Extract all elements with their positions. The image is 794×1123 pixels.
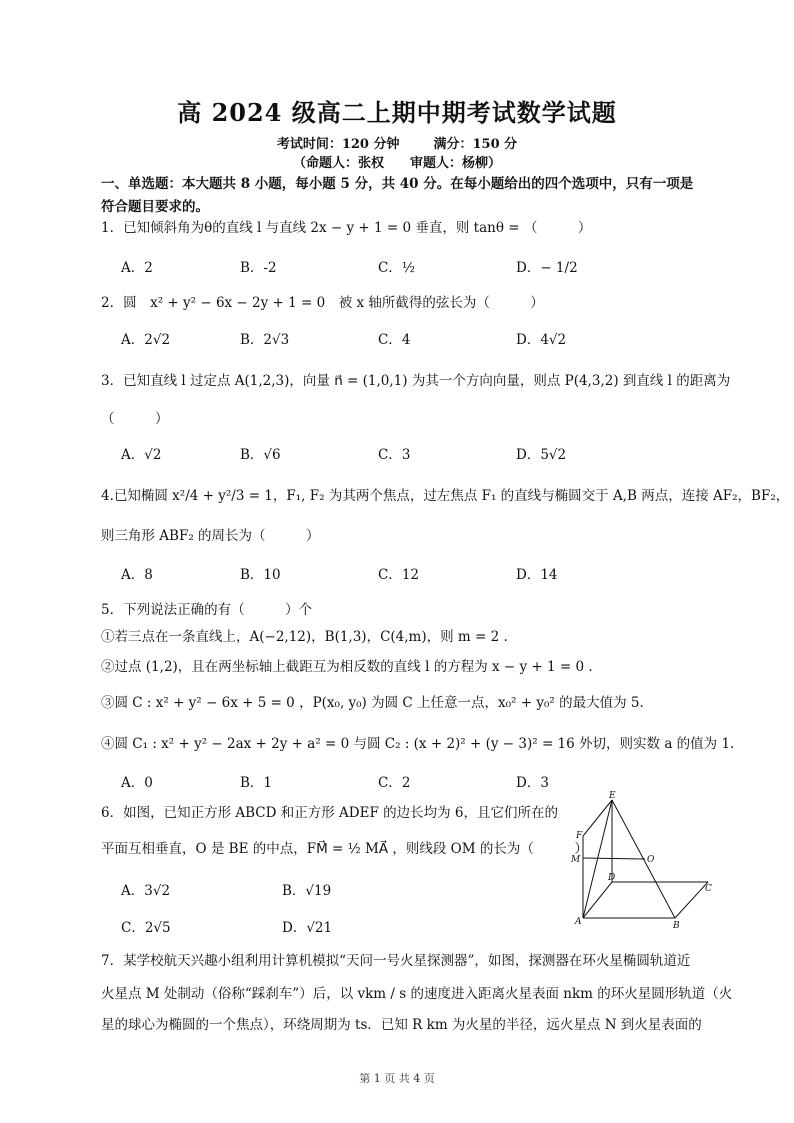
q5-option-a: A．0 (121, 775, 153, 791)
q7-stem-line2: 火星点 M 处制动（俗称“踩刹车”）后，以 vkm / s 的速度进入距离火星表面 nkm 的环火星圆形轨道（火 (101, 986, 733, 1002)
exam-info (0, 133, 794, 152)
q5-option-d: D．3 (516, 775, 549, 791)
exam-authors: （命题人：张权 审题人：杨柳） (292, 156, 501, 171)
label-b: B (673, 921, 680, 930)
q2-option-c: C．4 (378, 332, 411, 348)
q7-stem-line3: 星的球心为椭圆的一个焦点），环绕周期为 ts．已知 R km 为火星的半径，远火星点 N 到火星表面的 (101, 1017, 702, 1033)
label-o: O (647, 855, 655, 865)
segment-mo (583, 858, 645, 859)
q4-stem-line2: 则三角形 ABF₂ 的周长为（ ） (101, 528, 320, 544)
exam-time: 考试时间：120 分钟 (276, 137, 400, 152)
q3-option-d: D．5√2 (516, 447, 567, 463)
label-a: A (575, 917, 582, 927)
q3-stem-line2: （ ） (101, 411, 169, 427)
q3-option-a: A．√2 (121, 447, 162, 463)
section-heading: 一、单选题：本大题共 8 小题，每小题 5 分，共 40 分。在每小题给出的四个选项中，只有一项是符合题目要求的。 (101, 176, 694, 215)
label-e: E (609, 791, 616, 801)
q2-option-b: B．2√3 (240, 332, 290, 348)
q3-stem-line1: 3．已知直线 l 过定点 A(1,2,3)，向量 n⃗ = (1,0,1) 为其一个方向向量，则点 P(4,3,2) 到直线 l 的距离为 (101, 373, 731, 389)
q2-option-a: A．2√2 (121, 332, 171, 348)
q5-stem: 5．下列说法正确的有（ ）个 (101, 602, 313, 618)
q4-stem-line1: 4.已知椭圆 x²/4 + y²/3 = 1，F₁, F₂ 为其两个焦点，过左焦点 F₁ 的直线与椭圆交于 A,B 两点，连接 AF₂，BF₂， (101, 488, 790, 504)
q6-stem-line1: 6．如图，已知正方形 ABCD 和正方形 ADEF 的边长均为 6，且它们所在的 (101, 805, 559, 821)
q3-option-c: C．3 (378, 447, 411, 463)
q5-statement-2: ②过点 (1,2)，且在两坐标轴上截距互为相反数的直线 l 的方程为 x − y + 1 = 0 . (101, 659, 593, 675)
page-number: 第 1 页 共 4 页 (359, 1072, 435, 1085)
label-m: M (571, 855, 581, 865)
q5-option-b: B．1 (240, 775, 273, 791)
q4-option-b: B．10 (240, 567, 281, 583)
label-d: D (608, 873, 616, 883)
q6-option-a: A．3√2 (121, 883, 171, 899)
q1-option-d: D．− 1/2 (516, 260, 578, 276)
label-f: F (576, 831, 583, 841)
exam-score: 满分：150 分 (433, 137, 518, 152)
q6-stem-line2: 平面互相垂直，O 是 BE 的中点，FM⃗ = ½ MA⃗ ，则线段 OM 的长为（ ） (101, 841, 588, 857)
q4-option-d: D．14 (516, 567, 558, 583)
edge-cb (675, 882, 708, 918)
q4-option-a: A．8 (121, 567, 153, 583)
q6-geometry-figure (560, 790, 720, 930)
q5-statement-4: ④圆 C₁ : x² + y² − 2ax + 2y + a² = 0 与圆 C₂ : (x + 2)² + (y − 3)² = 16 外切，则实数 a 的值为 1. (101, 736, 735, 752)
exam-title: 高 2024 级高二上期中期考试数学试题 (177, 98, 617, 127)
q1-option-a: A．2 (121, 260, 153, 276)
q6-option-b: B．√19 (282, 883, 332, 899)
q2-stem: 2．圆 x² + y² − 6x − 2y + 1 = 0 被 x 轴所截得的弦长为（ ） (101, 295, 544, 311)
q1-stem: 1．已知倾斜角为θ的直线 l 与直线 2x − y + 1 = 0 垂直，则 tanθ = （ ） (101, 220, 592, 236)
q7-stem-line1: 7．某学校航天兴趣小组利用计算机模拟“天问一号火星探测器”，如图，探测器在环火星椭圆轨道近 (101, 953, 691, 969)
q1-option-b: B．-2 (240, 260, 277, 276)
q4-option-c: C．12 (378, 567, 420, 583)
q5-statement-1: ①若三点在一条直线上，A(−2,12)，B(1,3)，C(4,m)，则 m = 2 . (101, 629, 508, 645)
figure-labels (570, 791, 712, 930)
q1-option-c: C．½ (378, 260, 415, 276)
q2-option-d: D．4√2 (516, 332, 567, 348)
figure-lines (583, 800, 708, 918)
q5-option-c: C．2 (378, 775, 411, 791)
q6-option-c: C．2√5 (121, 920, 171, 936)
q6-option-d: D．√21 (282, 920, 333, 936)
label-c: C (705, 884, 712, 894)
q5-statement-3: ③圆 C : x² + y² − 6x + 5 = 0 ，P(x₀, y₀) 为圆 C 上任意一点，x₀² + y₀² 的最大值为 5. (101, 695, 644, 711)
q3-option-b: B．√6 (240, 447, 281, 463)
